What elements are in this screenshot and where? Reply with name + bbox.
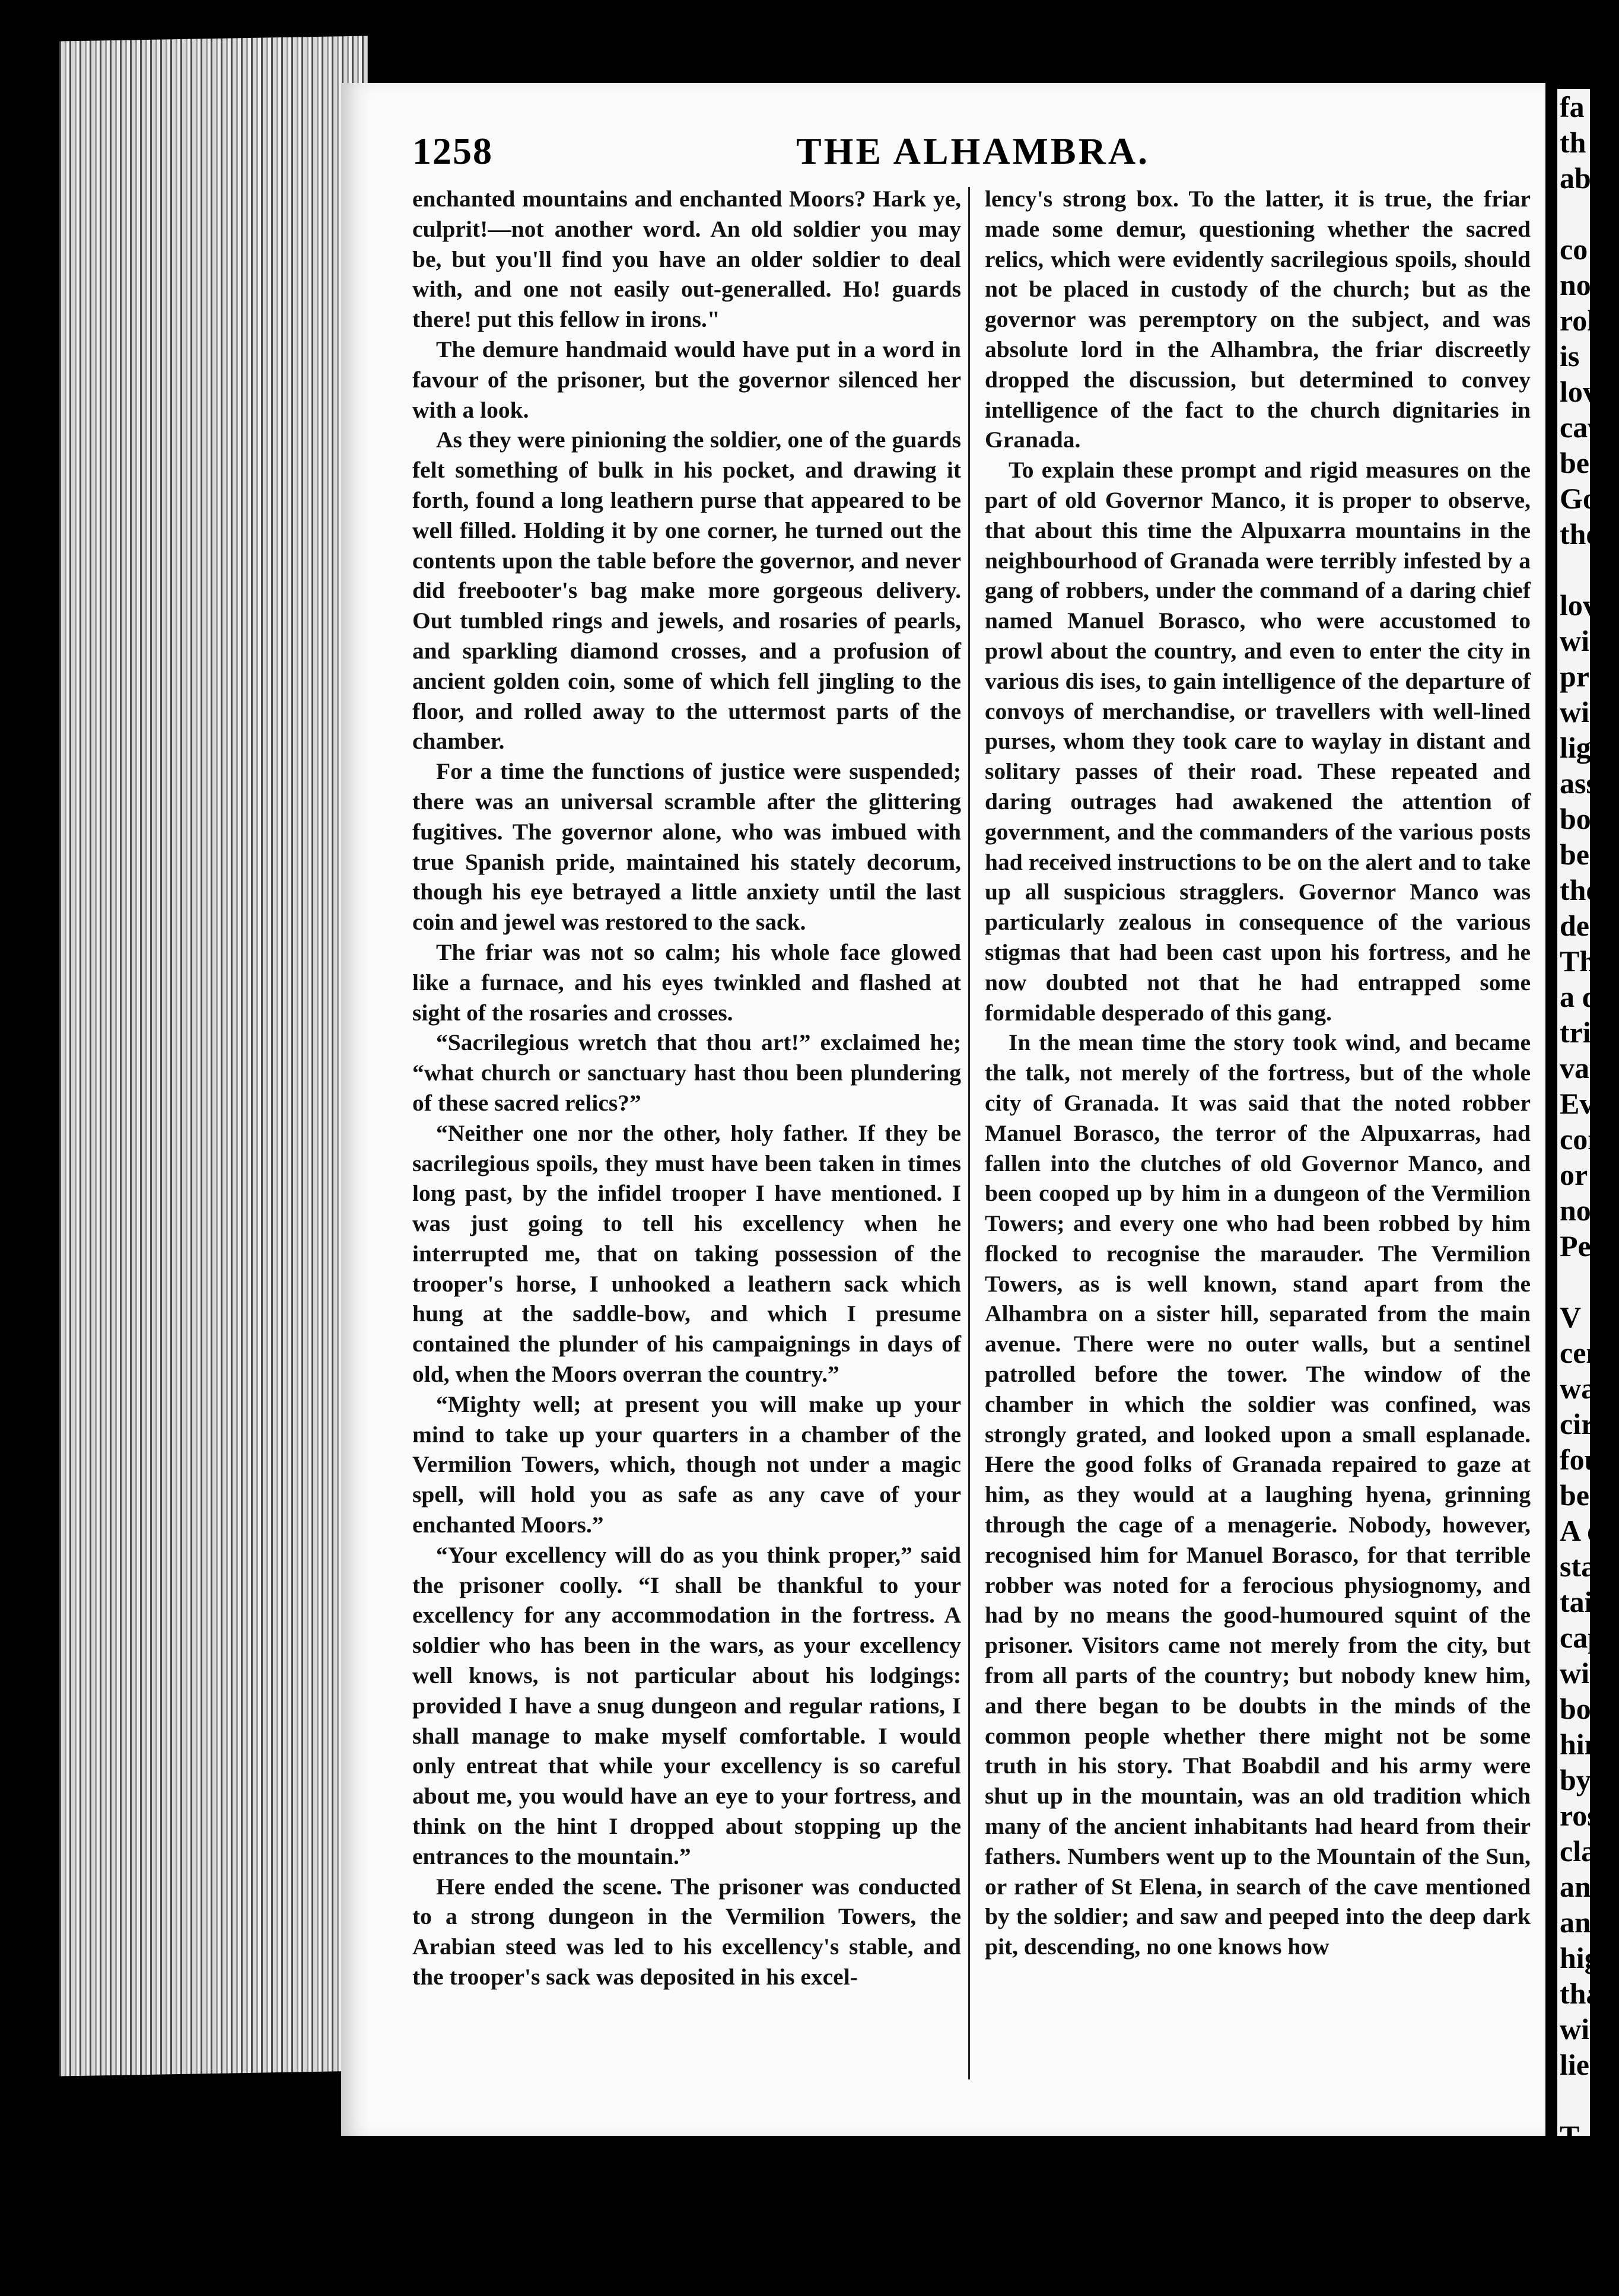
next-page-fragment: sold [1560, 2155, 1611, 2188]
paragraph: enchanted mountains and enchanted Moors? Hark ye, culprit!—not another word. An old soldier you may be, but you'll find you have an older soldier to deal with, and one not easily out-generalled. Ho! guards there! put this fellow in irons." [412, 186, 961, 333]
next-page-fragment: th [1560, 126, 1586, 159]
next-page-fragment: the [1560, 873, 1599, 907]
next-page-fragment: ligl [1560, 731, 1599, 764]
next-page-fragment: tha [1560, 1977, 1601, 2010]
next-page-fragment: the [1560, 2262, 1599, 2295]
next-page-fragment: and [1560, 1906, 1608, 1939]
next-page-fragment: rol [1560, 304, 1596, 337]
column-divider [968, 187, 970, 2079]
paragraph: In the mean time the story took wind, and became the talk, not merely of the fortress, but of the whole city of Granada. It was said that the noted robber Manuel Borasco, the terror of the Alpuxarras, had fallen into the clutches of old Governor Manco, and been cooped up by him in a dungeon of the Vermilion Towers; and every one who had been robbed by him flocked to recognise the marauder. The Vermilion Towers, as is well known, stand apart from the Alhambra on a sister hill, separated from the main avenue. There were no outer walls, but a sentinel patrolled before the tower. The window of the chamber in which the soldier was confined, was strongly grated, and looked upon a small esplanade. Here the good folks of Granada repaired to gaze at him, as they would at a laughing hyena, grinning through the cage of a menagerie. Nobody, however, recognised him for Manuel Borasco, for that terrible robber was noted for a ferocious physiognomy, and had by no means the good-humoured squint of the prisoner. Visitors came not merely from the city, but from all parts of the country; but nobody knew him, and there began to be doubts in the minds of the common people whether there might not be some truth in his story. That Boabdil and his army were shut up in the mountain, was an old tradition which many of the ancient inhabitants had heard from their fathers. Numbers went up to the Mountain of the Sun, or rather of St Elena, in search of the cave mentioned by the soldier; and saw and peeped into the deep dark pit, descending, no one knows how [985, 1029, 1531, 1960]
next-page-fragment: tain [1560, 1585, 1610, 1618]
next-page-fragment: fou [1560, 1443, 1601, 1476]
paragraph: For a time the functions of justice were suspended; there was an universal scramble after the glittering fugitives. The governor alone, who was imbued with true Spanish pride, maintained his stately decorum, though his eye betrayed a little anxiety until the last coin and jewel was restored to the sack. [412, 758, 961, 936]
next-page-fragment: bol [1560, 802, 1599, 835]
next-page-fragment: with [1560, 1656, 1616, 1690]
right-column [985, 184, 1531, 2112]
next-page-fragment: Ev [1560, 1087, 1595, 1120]
page-header [412, 129, 1534, 177]
next-page-fragment: by t [1560, 1763, 1608, 1796]
book-page-edges [59, 36, 368, 2076]
next-page-fragment: fa [1560, 90, 1585, 123]
next-page-fragment: nov [1560, 1194, 1606, 1227]
running-title: THE ALHAMBRA. [796, 130, 1150, 172]
paragraph: As they were pinioning the soldier, one of the guards felt something of bulk in his pocket, and drawing it forth, found a long leathern purse that appeared to be well filled. Holding it by one corner, he turned out the contents upon the table before the governor, and never did freebooter's bag make more gorgeous delivery. Out tumbled rings and jewels, and rosaries of pearls, and sparkling diamond crosses, and a profusion of ancient golden coin, some of which fell jingling to the floor, and rolled away to the uttermost parts of the chamber. [412, 427, 961, 755]
next-page-fragment [1557, 196, 1590, 231]
next-page-fragment: con [1560, 1122, 1604, 1156]
next-page-fragment: lov [1560, 589, 1598, 622]
next-page-fragment: lov [1560, 375, 1598, 408]
next-page-fragment [1557, 1264, 1590, 1299]
next-page-fragment: capt [1560, 1621, 1614, 1654]
next-page-fragment: T [1560, 2119, 1580, 2152]
paragraph: “Mighty well; at present you will make up your mind to take up your quarters in a chamber of the Vermilion Towers, which, though not under a magic spell, will hold you as safe as any cave of your enchanted Moors.” [412, 1391, 961, 1538]
next-page-fragment: A q [1560, 1514, 1604, 1547]
next-page-fragment: V [1560, 1300, 1582, 1334]
paragraph: “Sacrilegious wretch that thou art!” exclaimed he; “what church or sanctuary hast thou been plundering of these sacred relics?” [412, 1029, 961, 1116]
paragraph: Here ended the scene. The prisoner was conducted to a strong dungeon in the Vermilion Towers, the Arabian steed was led to his excellency's stable, and the trooper's sack was deposited in his excel- [412, 1873, 961, 1990]
next-page-fragment [1557, 552, 1590, 587]
next-page-fragment: cav [1560, 411, 1603, 444]
next-page-fragment: clai [1560, 1834, 1604, 1868]
left-column [412, 184, 961, 2112]
next-page-fragment: wa [1560, 1372, 1596, 1405]
paragraph: “Neither one nor the other, holy father. If they be sacrilegious spoils, they must have been taken in times long past, by the infidel trooper I have mentioned. I was just going to tell his excellency when he interrupted me, that on taking possession of the trooper's horse, I unhooked a leathern sack which hung at the saddle-bow, and which I presume contained the plunder of his campaignings in days of old, when the Moors overran the country.” [412, 1120, 961, 1388]
next-page-fragment: wi [1560, 624, 1589, 657]
next-page-fragment: no [1560, 268, 1591, 301]
next-page-fragment: ab [1560, 161, 1591, 195]
next-page-fragment: is [1560, 339, 1580, 373]
next-page-fragment: circ [1560, 1407, 1607, 1440]
next-page-fragment: Th [1560, 945, 1596, 978]
next-page-fragment: Tow [1560, 2190, 1613, 2224]
paragraph: The demure handmaid would have put in a word in favour of the prisoner, but the governor silenced her with a look. [412, 336, 961, 423]
next-page-fragment: or [1560, 1158, 1588, 1191]
next-page-fragment: star [1560, 1550, 1610, 1583]
next-page-fragment: wi [1560, 695, 1589, 729]
next-page-fragment: dec [1560, 909, 1603, 942]
next-page-fragment: and [1560, 1870, 1608, 1903]
next-page-sliver [1557, 89, 1619, 2295]
book-page [341, 83, 1545, 2136]
next-page-fragment: high [1560, 1941, 1616, 1974]
next-page-fragment: the [1560, 517, 1599, 551]
paragraph: “Your excellency will do as you think proper,” said the prisoner coolly. “I shall be thankful to your excellency for any accommodation in the fortress. A soldier who has been in the wars, as your excellency well knows, is not particular about his lodgings: provided I have a snug dungeon and regular rations, I shall manage to make myself comfortable. I would only entreat that while your excellency is so careful about me, you would have an eye to your fortress, and think on the hint I dropped about stopping up the entrances to the mountain.” [412, 1541, 961, 1869]
next-page-fragment: ass [1560, 767, 1598, 800]
next-page-fragment: him [1560, 1728, 1610, 1761]
next-page-fragment: a d [1560, 980, 1599, 1013]
next-page-fragment: trie [1560, 1016, 1604, 1049]
next-page-fragment [1557, 2082, 1590, 2118]
next-page-fragment: bod [1560, 1692, 1608, 1725]
next-page-fragment: Go [1560, 482, 1598, 515]
next-page-fragment: rosa [1560, 1799, 1614, 1832]
page-number: 1258 [412, 130, 493, 172]
next-page-fragment: cen [1560, 1336, 1603, 1369]
next-page-fragment: bene [1560, 2226, 1619, 2259]
next-page-fragment: bea [1560, 838, 1604, 871]
next-page-fragment: Peñ [1560, 1229, 1608, 1263]
next-page-fragment: bee [1560, 1478, 1603, 1512]
next-page-fragment: vat [1560, 1051, 1599, 1085]
paragraph: To explain these prompt and rigid measures on the part of old Governor Manco, it is proper to observe, that about this time the Alpuxarra mountains in the neighbourhood of Granada were terribly infested by a gang of robbers, under the command of a daring chief named Manuel Borasco, who were accustomed to prowl about the country, and even to enter the city in various dis ises, to gain intelligence of the departure of convoys of merchandise, or travellers with well-lined purses, whom they took care to waylay in distant and solitary passes of their road. These repeated and daring outrages had awakened the attention of government, and the commanders of the various posts had received instructions to be on the alert and to take up all suspicious stragglers. Governor Manco was particularly zealous in consequence of the various stigmas that had been cast upon his fortress, and he now doubted not that he had entrapped some formidable desperado of this gang. [985, 457, 1531, 1026]
paragraph: The friar was not so calm; his whole face glowed like a furnace, and his eyes twinkled and flashed at sight of the rosaries and crosses. [412, 939, 961, 1026]
next-page-fragment: lieu [1560, 2048, 1606, 2081]
next-page-fragment: co [1560, 233, 1588, 266]
next-page-fragment: be [1560, 446, 1589, 479]
next-page-fragment: pro [1560, 660, 1604, 693]
next-page-fragment: with [1560, 2012, 1616, 2046]
paragraph: lency's strong box. To the latter, it is true, the friar made some demur, questioning whether the sacred relics, which were evidently sacrilegious spoils, should not be placed in custody of the church; but as the governor was peremptory on the subject, and was absolute lord in the Alhambra, the friar discreetly dropped the discussion, but determined to convey intelligence of the fact to the church dignitaries in Granada. [985, 186, 1531, 453]
